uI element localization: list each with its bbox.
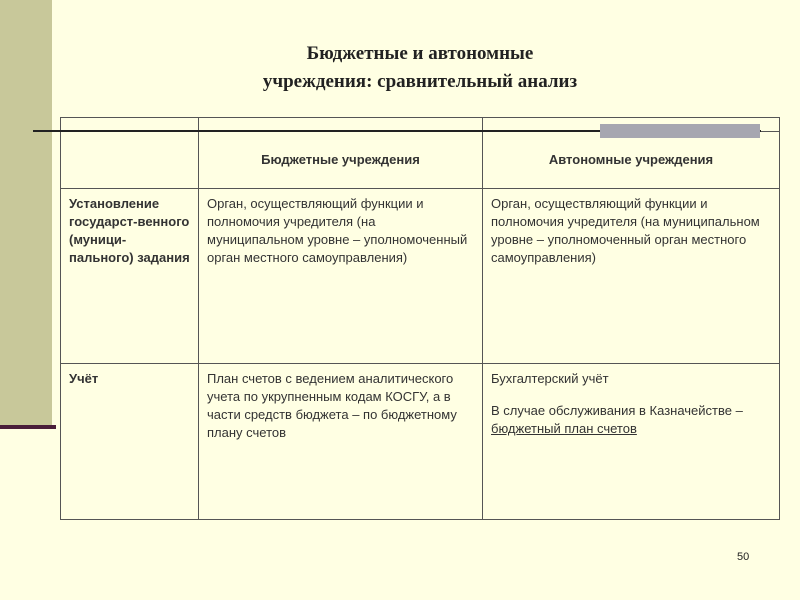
cell-budget-accounting: План счетов с ведением аналитического учета по укрупненным кодам КОСГУ, а в части средств бюджета – по бюджетному плану счетов: [199, 364, 483, 520]
cell-autonomous-task: Орган, осуществляющий функции и полномочия учредителя (на муниципальном уровне – уполномоченный орган местного самоуправления): [483, 189, 780, 364]
cell-budget-task: Орган, осуществляющий функции и полномочия учредителя (на муниципальном уровне – уполномоченный орган местного самоуправления): [199, 189, 483, 364]
header-cell-empty: [61, 132, 199, 189]
table-row: [61, 364, 780, 520]
autonomous-accounting-prefix: В случае обслуживания в Казначействе –: [491, 403, 743, 418]
slide-title: [180, 40, 660, 96]
decorative-left-bar: [0, 0, 52, 428]
comparison-table: [60, 117, 780, 520]
table-row: [61, 189, 780, 364]
budget-chart-of-accounts-link: бюджетный план счетов: [491, 421, 637, 436]
autonomous-accounting-line-1: Бухгалтерский учёт: [491, 371, 609, 386]
decorative-left-underline: [0, 425, 56, 429]
autonomous-accounting-line-2: [491, 402, 771, 438]
row-label-task: Установление государст-венного (муници-пального) задания: [61, 189, 199, 364]
page-number: 50: [737, 551, 750, 563]
header-cell-autonomous: Автономные учреждения: [483, 132, 780, 189]
title-line-2: учреждения: сравнительный анализ: [262, 71, 578, 92]
decorative-gray-block: [600, 124, 760, 138]
table-header-row: [61, 132, 780, 189]
cell-autonomous-accounting: [483, 364, 780, 520]
row-label-accounting: Учёт: [61, 364, 199, 520]
header-cell-budget: Бюджетные учреждения: [199, 132, 483, 189]
title-line-1: Бюджетные и автономные: [306, 43, 534, 64]
